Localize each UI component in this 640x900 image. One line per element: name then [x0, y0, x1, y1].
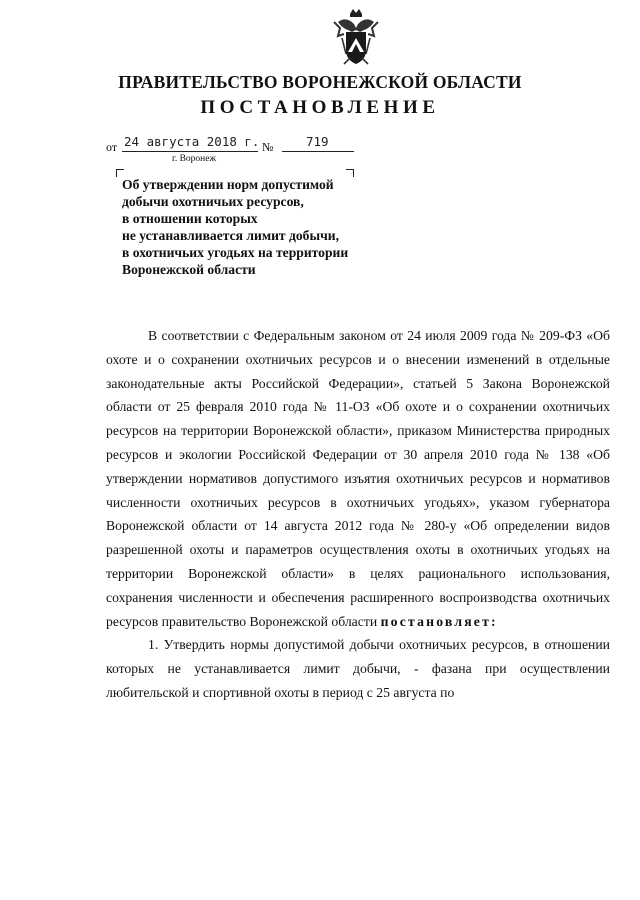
title-line: Об утверждении норм допустимой	[122, 177, 334, 192]
title-line: Воронежской области	[122, 262, 256, 277]
resolves-keyword: постановляет:	[380, 613, 498, 629]
document-city: г. Воронеж	[172, 154, 217, 164]
document-number: 719	[306, 134, 329, 149]
document-type: ПОСТАНОВЛЕНИЕ	[200, 97, 440, 118]
title-line: в охотничьих угодьях на территории	[122, 245, 349, 260]
document-title	[122, 176, 422, 278]
number-label: №	[262, 140, 274, 154]
preamble-paragraph	[106, 324, 610, 633]
title-line: добычи охотничьих ресурсов,	[122, 194, 304, 209]
date-from-label: от	[106, 140, 118, 154]
clause-paragraph: 1. Утвердить нормы допустимой добычи охотничьих ресурсов, в отношении которых не устанавливается лимит добычи, - фазана при осуществлении любительской и спортивной охоты в период с 25 августа по	[106, 637, 610, 700]
preamble-text: В соответствии с Федеральным законом от 24 июля 2009 года № 209-ФЗ «Об охоте и о сохранении охотничьих ресурсов и о внесении изменений в отдельные законодательные акты Российской Федерации», статьей 5 Закона Воронежской области от 25 февраля 2010 года № 11-ОЗ «Об охоте и о сохранении охотничьих ресурсов на территории Воронежской области», приказом Министерства природных ресурсов и экологии Российской Федерации от 30 апреля 2010 года № 138 «Об утверждении нормативов допустимого изъятия охотничьих ресурсов и нормативов численности охотничьих ресурсов в охотничьих угодьях», указом губернатора Воронежской области от 14 августа 2012 года № 280-у «Об определении видов разрешенной охоты и параметров осуществления охоты в охотничьих угодьях на территории Воронежской области» в целях рационального использования, сохранения численности и обеспечения расширенного воспроизводства охотничьих ресурсов правительство Воронежской области	[106, 328, 610, 629]
title-line: не устанавливается лимит добычи,	[122, 228, 339, 243]
title-line: в отношении которых	[122, 211, 258, 226]
date-underline	[122, 151, 258, 152]
dateline	[106, 134, 386, 154]
number-underline	[282, 151, 354, 152]
document-date: 24 августа 2018 г.	[124, 134, 260, 149]
organization-name: ПРАВИТЕЛЬСТВО ВОРОНЕЖСКОЙ ОБЛАСТИ	[118, 72, 522, 92]
voronezh-coat-of-arms-icon	[330, 8, 382, 66]
document-body	[106, 324, 610, 705]
